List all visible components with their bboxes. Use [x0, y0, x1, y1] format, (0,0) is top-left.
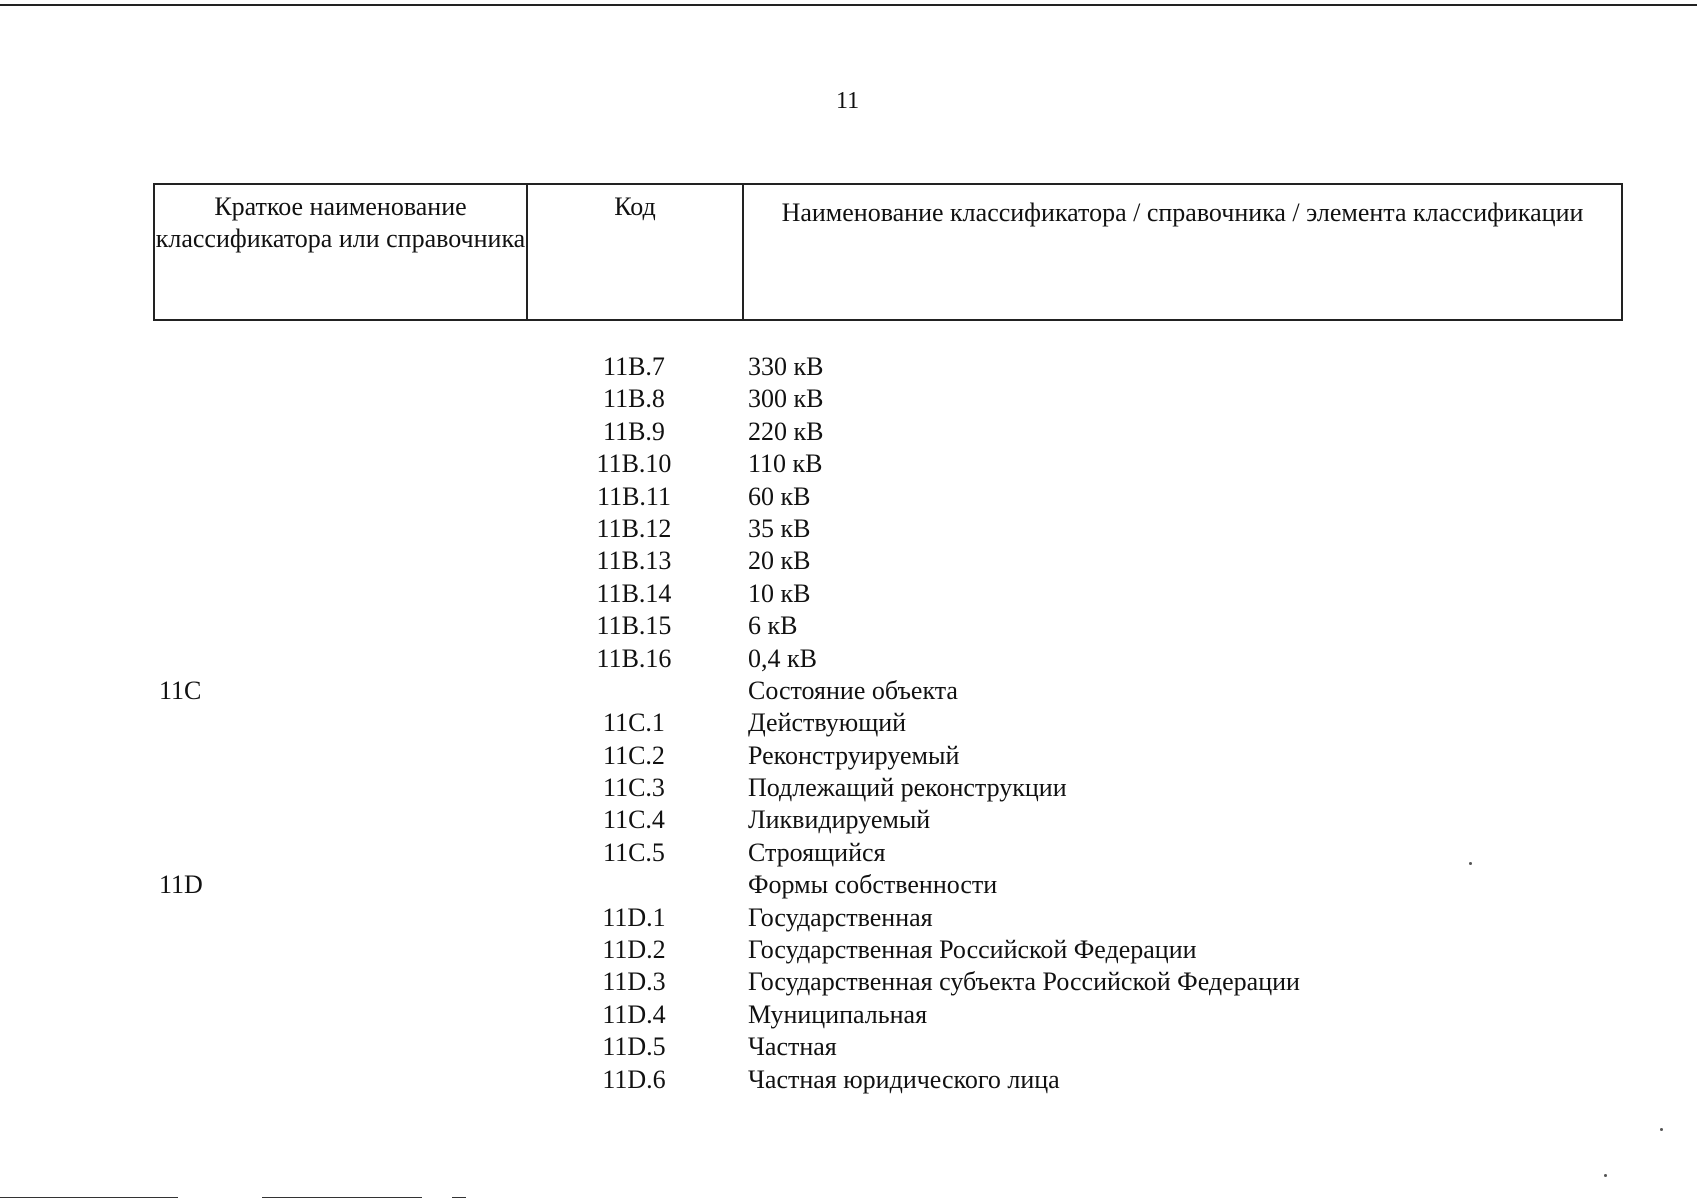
row-code: 11C.4 [603, 805, 665, 835]
table-row [0, 675, 1697, 707]
row-name: 300 кВ [748, 384, 824, 414]
row-name: Строящийся [748, 837, 886, 867]
table-row [0, 804, 1697, 836]
row-code: 11B.11 [597, 481, 671, 511]
table-row [0, 481, 1697, 513]
row-name: 6 кВ [748, 611, 798, 641]
row-name: Частная [748, 1032, 837, 1062]
scan-speck [1469, 862, 1472, 865]
row-name: Реконструируемый [748, 740, 960, 770]
row-code: 11D.2 [602, 935, 666, 965]
row-group-code: 11C [159, 675, 202, 705]
row-code: 11B.13 [596, 546, 672, 576]
table-row [0, 999, 1697, 1031]
table-row [0, 383, 1697, 415]
row-code: 11B.16 [596, 643, 672, 673]
row-name: 60 кВ [748, 481, 811, 511]
table-row [0, 578, 1697, 610]
row-name: 330 кВ [748, 352, 824, 381]
header-full-name: Наименование классификатора / справочника / элемента классификации [781, 198, 1584, 227]
table-row [0, 772, 1697, 804]
scan-edge-top [0, 4, 1697, 6]
page-number: 11 [836, 88, 860, 114]
header-code: Код [528, 185, 744, 319]
row-name: 110 кВ [748, 449, 823, 479]
scan-edge-bottom [0, 1197, 178, 1198]
row-name: Формы собственности [748, 870, 998, 900]
classifier-list [0, 351, 1697, 1096]
row-code: 11B.7 [603, 352, 665, 381]
table-row [0, 966, 1697, 998]
row-name: 220 кВ [748, 416, 824, 446]
row-code: 11C.3 [603, 773, 665, 803]
row-code: 11D.5 [602, 1032, 666, 1062]
scan-speck [1660, 1128, 1663, 1131]
row-name: Муниципальная [748, 999, 928, 1029]
table-row [0, 1064, 1697, 1096]
row-name: Государственная субъекта Российской Федерации [748, 967, 1300, 997]
row-name: Состояние объекта [748, 675, 958, 705]
row-code: 11D.6 [602, 1064, 666, 1094]
row-name: Государственная [748, 902, 933, 932]
row-name: Государственная Российской Федерации [748, 935, 1197, 965]
table-row [0, 740, 1697, 772]
row-name: 0,4 кВ [748, 643, 817, 673]
row-name: 10 кВ [748, 578, 811, 608]
row-name: Подлежащий реконструкции [748, 773, 1067, 803]
row-code: 11D.4 [602, 999, 666, 1029]
table-row [0, 610, 1697, 642]
row-name: Ликвидируемый [748, 805, 931, 835]
row-code: 11B.12 [596, 513, 672, 543]
table-row [0, 707, 1697, 739]
scan-edge-bottom [262, 1197, 422, 1198]
table-row [0, 902, 1697, 934]
row-name: 35 кВ [748, 513, 811, 543]
row-code: 11D.3 [602, 967, 666, 997]
table-row [0, 448, 1697, 480]
scan-edge-bottom [452, 1197, 466, 1198]
table-row [0, 545, 1697, 577]
table-row [0, 351, 1697, 383]
table-row [0, 837, 1697, 869]
row-name: Частная юридического лица [748, 1064, 1060, 1094]
row-name: Действующий [748, 708, 907, 738]
row-code: 11B.8 [603, 384, 665, 414]
table-row [0, 643, 1697, 675]
row-group-code: 11D [159, 870, 203, 900]
header-short-name: Краткое наименование классификатора или справочника [155, 185, 528, 319]
row-code: 11B.15 [596, 611, 672, 641]
row-code: 11C.2 [603, 740, 665, 770]
table-row [0, 513, 1697, 545]
row-code: 11D.1 [602, 902, 666, 932]
table-row [0, 416, 1697, 448]
row-code: 11C.1 [603, 708, 665, 738]
table-row [0, 934, 1697, 966]
row-name: 20 кВ [748, 546, 811, 576]
table-header [153, 183, 1623, 321]
scan-speck [1604, 1174, 1607, 1177]
table-row [0, 1031, 1697, 1063]
row-code: 11B.14 [596, 578, 672, 608]
row-code: 11B.9 [603, 416, 665, 446]
table-row [0, 869, 1697, 901]
row-code: 11B.10 [596, 449, 672, 479]
row-code: 11C.5 [603, 837, 665, 867]
